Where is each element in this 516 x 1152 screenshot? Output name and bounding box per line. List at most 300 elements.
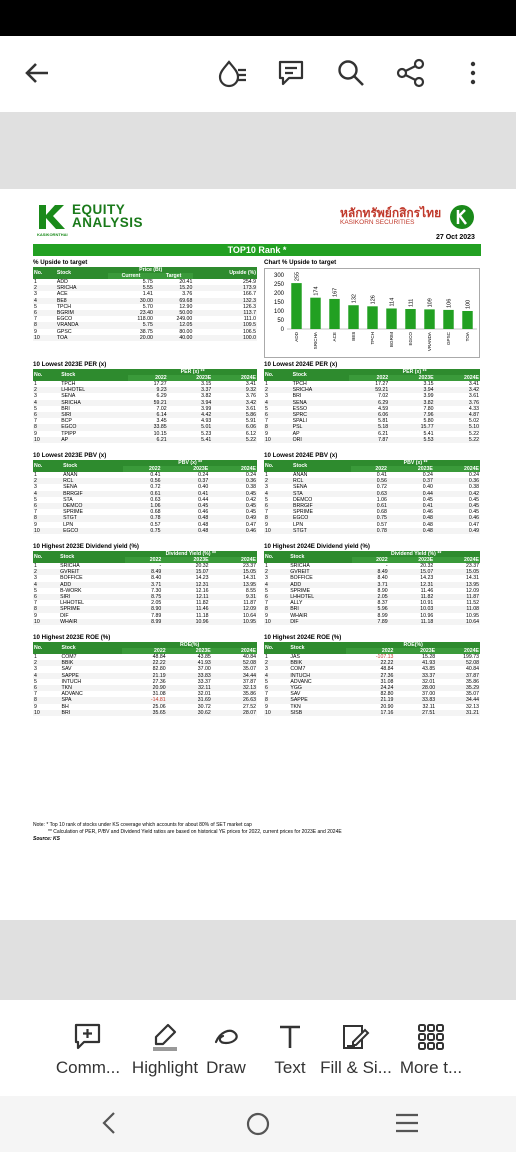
value-cell: 5.22 <box>468 436 479 443</box>
value-cell: 7.30 <box>151 587 162 594</box>
value-cell: 113.7 <box>243 310 256 317</box>
value-cell: 38.75 <box>139 328 153 335</box>
upside-title: % Upside to target <box>33 259 88 266</box>
bar <box>291 283 301 329</box>
comment-icon[interactable] <box>276 58 306 88</box>
stock-name: SENA <box>63 484 78 491</box>
value-cell: 25.06 <box>152 703 166 710</box>
value-cell: 0.72 <box>376 484 387 491</box>
value-cell: 0.48 <box>422 521 433 528</box>
value-cell: 0.56 <box>150 478 161 485</box>
pbv23-row <box>33 528 257 534</box>
data-label: 100 <box>465 299 472 309</box>
value-cell: 20.00 <box>139 334 153 341</box>
value-cell: 3.99 <box>423 393 434 400</box>
value-cell: 7.96 <box>423 412 434 419</box>
row-no: 8 <box>34 424 37 431</box>
search-icon[interactable] <box>336 58 366 88</box>
draw-tool-label: Draw <box>206 1058 246 1077</box>
row-no: 7 <box>34 418 37 425</box>
value-cell: 0.48 <box>422 527 433 534</box>
stock-name: GVREIT <box>290 569 310 576</box>
stock-name: BBIK <box>290 660 303 667</box>
upside-row <box>33 335 257 341</box>
row-no: 10 <box>265 709 271 716</box>
value-cell: 0.36 <box>468 478 479 485</box>
roe24-row <box>264 710 480 716</box>
row-no: 6 <box>265 594 268 601</box>
fill-sign-icon <box>341 1022 371 1052</box>
col-year: 2023E <box>389 375 434 381</box>
value-cell: 6.14 <box>156 412 167 419</box>
stock-name: INTUCH <box>290 672 310 679</box>
row-no: 4 <box>265 399 268 406</box>
value-cell: 26.63 <box>243 697 256 704</box>
col-no: No. <box>33 642 61 654</box>
value-cell: 15.05 <box>466 569 479 576</box>
stock-name: EGCO <box>293 515 309 522</box>
row-no: 10 <box>34 334 40 341</box>
bottom-toolbar <box>0 1000 516 1096</box>
stock-name: B-WORK <box>60 587 82 594</box>
stock-name: BRI <box>61 405 70 412</box>
value-cell: 5.70 <box>142 303 153 310</box>
row-no: 8 <box>265 424 268 431</box>
col-stock: Stock <box>292 369 350 381</box>
data-label: 255 <box>294 271 301 282</box>
value-cell: 3.37 <box>201 387 212 394</box>
value-cell: 5.96 <box>377 606 388 613</box>
value-cell: 15.28 <box>422 654 436 660</box>
value-cell: 0.48 <box>198 527 209 534</box>
value-cell: 10.95 <box>466 612 479 619</box>
value-cell: 52.08 <box>243 660 256 667</box>
row-no: 8 <box>34 322 37 329</box>
value-cell: 3.41 <box>245 381 256 387</box>
col-group: Dividend Yield (%) ** <box>125 551 257 557</box>
value-cell: 4.33 <box>468 405 479 412</box>
value-cell: 33.83 <box>197 672 211 679</box>
stock-name: LPN <box>293 521 304 528</box>
category-label: GPSC <box>446 332 452 346</box>
value-cell: 0.63 <box>150 496 161 503</box>
value-cell: 27.36 <box>152 678 166 685</box>
value-cell: 0.61 <box>150 490 161 497</box>
row-no: 9 <box>34 328 37 335</box>
row-no: 9 <box>265 430 268 437</box>
value-cell: 0.42 <box>468 490 479 497</box>
roe24-title: 10 Highest 2024E ROE (%) <box>264 634 342 641</box>
row-no: 6 <box>265 685 268 692</box>
value-cell: 0.49 <box>468 527 479 534</box>
col-no: No. <box>33 369 60 381</box>
stock-name: STA <box>293 490 303 497</box>
row-no: 5 <box>34 587 37 594</box>
highlight-icon <box>150 1022 180 1052</box>
pdf-page <box>0 189 516 920</box>
value-cell: 32.11 <box>198 685 211 692</box>
stock-name: ALLY <box>290 600 303 607</box>
category-label: ADD <box>294 332 300 342</box>
value-cell: 6.12 <box>245 430 256 437</box>
row-no: 2 <box>265 569 268 576</box>
more-tools-button[interactable] <box>392 1022 470 1078</box>
per23-row <box>33 437 257 443</box>
value-cell: 3.15 <box>201 381 212 387</box>
kasikorn-logo <box>37 203 69 237</box>
value-cell: 12.31 <box>420 581 434 588</box>
value-cell: 34.44 <box>243 672 256 679</box>
stock-name: PSL <box>292 424 303 431</box>
value-cell: 7.02 <box>378 393 389 400</box>
row-no: 9 <box>265 703 268 710</box>
dy23-section <box>33 542 257 625</box>
row-no: 5 <box>34 405 37 412</box>
col-current: Current <box>108 273 154 279</box>
col-year: 2023E <box>168 375 213 381</box>
row-no: 8 <box>265 606 268 613</box>
y-tick-label: 0 <box>280 327 284 333</box>
value-cell: 41.93 <box>197 660 211 667</box>
stock-name: SAPPE <box>61 672 79 679</box>
value-cell: 20.32 <box>195 563 209 569</box>
stock-name: SIRI <box>60 594 71 601</box>
value-cell: 3.42 <box>245 399 256 406</box>
value-cell: 2.05 <box>377 594 388 601</box>
value-cell: 40.84 <box>243 654 256 660</box>
row-no: 3 <box>34 291 37 298</box>
row-no: 7 <box>34 691 37 698</box>
highlight-tool-button[interactable] <box>130 1022 200 1078</box>
row-no: 3 <box>34 393 37 400</box>
row-no: 5 <box>265 496 268 503</box>
value-cell: 3.94 <box>201 399 212 406</box>
value-cell: 43.85 <box>197 654 211 660</box>
value-cell: 173.9 <box>243 285 256 292</box>
comment-tool-button[interactable] <box>46 1022 130 1078</box>
value-cell: 40.00 <box>179 334 193 341</box>
stock-name: BRI <box>292 393 302 400</box>
value-cell: 0.37 <box>198 478 209 485</box>
analysis-text: ANALYSIS <box>72 215 144 230</box>
value-cell: 3.42 <box>468 387 479 394</box>
value-cell: 4.93 <box>201 418 212 425</box>
stock-name: STA <box>63 496 73 503</box>
source-note: Source: KS <box>33 836 60 842</box>
col-year: 2023E <box>161 466 209 472</box>
value-cell: 10.91 <box>420 600 434 607</box>
value-cell: 3.71 <box>151 581 162 588</box>
text-tool-button[interactable] <box>264 1022 316 1078</box>
value-cell: 14.23 <box>195 575 209 582</box>
report-date: 27 Oct 2023 <box>436 234 475 241</box>
data-label: 167 <box>332 287 339 297</box>
value-cell: 0.68 <box>376 509 387 516</box>
row-no: 8 <box>34 606 37 613</box>
value-cell: 0.24 <box>198 472 209 478</box>
value-cell: 32.13 <box>243 685 256 692</box>
fill-sign-tool-button[interactable] <box>320 1022 392 1078</box>
stock-name: BBIK <box>61 660 74 667</box>
value-cell: 0.45 <box>468 496 479 503</box>
value-cell: 8.99 <box>151 618 162 625</box>
value-cell: 35.07 <box>466 691 479 698</box>
roe23-row <box>33 710 257 716</box>
value-cell: 0.45 <box>245 490 256 497</box>
back-arrow-icon[interactable] <box>22 58 52 88</box>
value-cell: 30.72 <box>197 703 211 710</box>
row-no: 10 <box>265 436 271 443</box>
value-cell: 12.31 <box>195 581 209 588</box>
value-cell: 3.41 <box>468 381 479 387</box>
more-vert-icon[interactable] <box>458 58 488 88</box>
data-label: 111 <box>408 298 415 308</box>
bar <box>424 309 434 329</box>
value-cell: 249.00 <box>176 316 193 323</box>
value-cell: 32.01 <box>422 678 436 685</box>
stock-name: LHHOTEL <box>61 387 86 394</box>
value-cell: 0.36 <box>245 478 256 485</box>
col-no: No. <box>33 551 59 563</box>
chart-title: Chart % Upside to target <box>264 259 337 266</box>
value-cell: 48.84 <box>380 666 394 673</box>
value-cell: 0.48 <box>198 521 209 528</box>
value-cell: 3.76 <box>468 399 479 406</box>
data-label: 132 <box>351 294 358 304</box>
col-year: 2023E <box>167 648 212 654</box>
row-no: 6 <box>34 310 37 317</box>
col-year: 2024E <box>209 466 257 472</box>
value-cell: 12.11 <box>195 594 209 601</box>
col-group: ROE(%) <box>122 642 257 648</box>
value-cell: 9.23 <box>156 387 167 394</box>
category-label: BGRIM <box>389 332 395 348</box>
value-cell: 8.55 <box>245 587 256 594</box>
row-no: 2 <box>34 569 37 576</box>
value-cell: 6.29 <box>156 393 167 400</box>
value-cell: 17.27 <box>375 381 389 387</box>
stock-name: TPIPP <box>61 430 77 437</box>
y-tick-label: 300 <box>273 273 284 279</box>
value-cell: 3.61 <box>468 393 479 400</box>
stock-name: EGCO <box>61 424 77 431</box>
row-no: 6 <box>34 685 37 692</box>
pbv24-row <box>264 528 480 534</box>
row-no: 9 <box>265 612 268 619</box>
row-no: 9 <box>34 521 37 528</box>
value-cell: 11.82 <box>420 594 434 601</box>
row-no: 5 <box>34 303 37 310</box>
row-no: 5 <box>265 405 268 412</box>
col-group: PBV (x) ** <box>123 460 257 466</box>
row-no: 6 <box>34 503 37 510</box>
per24-row <box>264 437 480 443</box>
comment-tool-label: Comm... <box>55 1058 121 1077</box>
nav-recents-icon[interactable] <box>394 1111 420 1135</box>
per24-title: 10 Lowest 2024E PER (x) <box>264 361 338 368</box>
stock-name: ANAN <box>63 472 78 478</box>
stock-name: LPN <box>63 521 74 528</box>
value-cell: 59.21 <box>153 399 167 406</box>
value-cell: 35.86 <box>466 678 479 685</box>
col-year: 2024E <box>434 557 480 563</box>
value-cell: 41.93 <box>422 660 436 667</box>
pbv24-table <box>264 460 480 534</box>
stock-name: RCL <box>63 478 74 485</box>
nav-home-icon[interactable] <box>244 1110 272 1138</box>
row-no: 1 <box>265 563 268 569</box>
stock-name: BH <box>61 703 69 710</box>
value-cell: 111.0 <box>243 316 256 323</box>
more-tools-icon <box>416 1022 446 1052</box>
equity-text: EQUITY <box>72 202 126 217</box>
value-cell: 7.89 <box>151 612 162 619</box>
stock-name: LHHOTEL <box>290 594 315 601</box>
category-label: BE8 <box>351 332 357 341</box>
col-year: 2024E <box>210 557 257 563</box>
value-cell: 6.06 <box>245 424 256 431</box>
dy24-title: 10 Highest 2024E Dividend yield (%) <box>264 543 370 550</box>
row-no: 2 <box>34 478 37 485</box>
value-cell: 22.22 <box>380 660 394 667</box>
value-cell: 166.7 <box>243 291 256 298</box>
value-cell: 11.52 <box>466 600 479 607</box>
row-no: 4 <box>34 297 37 304</box>
value-cell: 5.86 <box>245 412 256 419</box>
col-year: 2022 <box>122 648 166 654</box>
row-no: 4 <box>34 581 37 588</box>
row-no: 5 <box>265 678 268 685</box>
category-label: SRICHA <box>313 332 319 350</box>
value-cell: 3.76 <box>245 393 256 400</box>
stock-name: DEMCO <box>293 496 313 503</box>
value-cell: 33.85 <box>153 424 167 431</box>
value-cell: 10.95 <box>243 618 256 625</box>
text-icon <box>275 1022 305 1052</box>
stock-name: SRICHA <box>56 285 77 292</box>
share-icon[interactable] <box>396 58 426 88</box>
roe23-title: 10 Highest 2023E ROE (%) <box>33 634 111 641</box>
value-cell: 33.37 <box>422 672 436 679</box>
col-year: 2024E <box>434 466 480 472</box>
col-year: 2023E <box>162 557 209 563</box>
row-no: 1 <box>265 654 268 660</box>
value-cell: 35.07 <box>243 666 256 673</box>
row-no: 4 <box>265 581 268 588</box>
stock-name: ADVANC <box>290 678 312 685</box>
value-cell: 106.5 <box>243 328 256 335</box>
fill-sign-tool-label: Fill & Si... <box>320 1058 392 1077</box>
row-no: 9 <box>265 521 268 528</box>
row-no: 10 <box>34 436 40 443</box>
col-group: ROE(%) <box>346 642 480 648</box>
value-cell: 14.23 <box>420 575 434 582</box>
value-cell: 0.45 <box>468 503 479 510</box>
stock-name: SRICHA <box>61 399 81 406</box>
value-cell: 5.22 <box>245 436 256 443</box>
value-cell: 34.44 <box>466 697 479 704</box>
col-year: 2024E <box>436 648 480 654</box>
top-toolbar <box>0 36 516 112</box>
value-cell: 7.89 <box>377 618 388 625</box>
stock-name: TKN <box>290 703 301 710</box>
value-cell: 0.45 <box>245 503 256 510</box>
value-cell: 6.29 <box>378 399 389 406</box>
bar <box>329 299 339 329</box>
row-no: 10 <box>265 527 271 534</box>
stock-name: GPSC <box>56 328 72 335</box>
stock-name: BE8 <box>56 297 67 304</box>
value-cell: 109.5 <box>243 322 256 329</box>
value-cell: 20.41 <box>179 279 193 285</box>
value-cell: 0.56 <box>376 478 387 485</box>
value-cell: 5.75 <box>142 322 153 329</box>
report-title-bar: TOP10 Rank * <box>33 244 481 256</box>
value-cell: 2.05 <box>151 600 162 607</box>
draw-tool-button[interactable] <box>200 1022 252 1078</box>
stock-name: SENA <box>293 484 308 491</box>
col-year: 2023E <box>388 466 434 472</box>
stock-name: BRRGIF <box>63 490 83 497</box>
row-no: 3 <box>265 575 268 582</box>
col-price: Price (Bt) <box>108 267 193 273</box>
more-tools-label: More t... <box>399 1058 463 1077</box>
status-bar <box>0 0 516 36</box>
row-no: 9 <box>34 703 37 710</box>
pbv24-section <box>264 451 480 534</box>
value-cell: 28.07 <box>243 709 256 716</box>
value-cell: 6.06 <box>378 412 389 419</box>
value-cell: 9.31 <box>245 594 256 601</box>
col-target: Target <box>154 273 193 279</box>
stock-name: COM7 <box>290 666 306 673</box>
col-stock: Stock <box>289 642 346 654</box>
row-no: 7 <box>265 418 268 425</box>
value-cell: 43.85 <box>422 666 436 673</box>
value-cell: 0.24 <box>422 472 433 478</box>
col-year: 2022 <box>125 557 163 563</box>
k-logo-icon <box>37 203 69 229</box>
row-no: 4 <box>265 490 268 497</box>
value-cell: 15.20 <box>179 285 193 292</box>
stock-name: ADVANC <box>61 691 83 698</box>
y-tick-label: 250 <box>273 282 284 288</box>
nav-back-icon[interactable] <box>98 1110 122 1136</box>
value-cell: 8.90 <box>151 606 162 613</box>
value-cell: 0.46 <box>422 509 433 516</box>
value-cell: 3.99 <box>201 405 212 412</box>
value-cell: 3.71 <box>377 581 388 588</box>
value-cell: 10.64 <box>243 612 256 619</box>
value-cell: 35.65 <box>152 709 166 716</box>
value-cell: 11.46 <box>195 606 209 613</box>
value-cell: 0.45 <box>422 496 433 503</box>
value-cell: 0.41 <box>422 503 433 510</box>
row-no: 2 <box>265 660 268 667</box>
row-no: 4 <box>34 399 37 406</box>
col-stock: Stock <box>62 460 123 472</box>
row-no: 7 <box>265 509 268 516</box>
value-cell: 35.86 <box>243 691 256 698</box>
per23-title: 10 Lowest 2023E PER (x) <box>33 361 107 368</box>
stock-name: VRANDA <box>56 322 79 329</box>
value-cell: 11.18 <box>195 612 209 619</box>
value-cell: 37.00 <box>422 691 436 698</box>
read-aloud-icon[interactable] <box>218 58 248 88</box>
stock-name: BGRIM <box>56 310 74 317</box>
value-cell: 15.07 <box>420 569 434 576</box>
col-year: 2022 <box>351 466 388 472</box>
